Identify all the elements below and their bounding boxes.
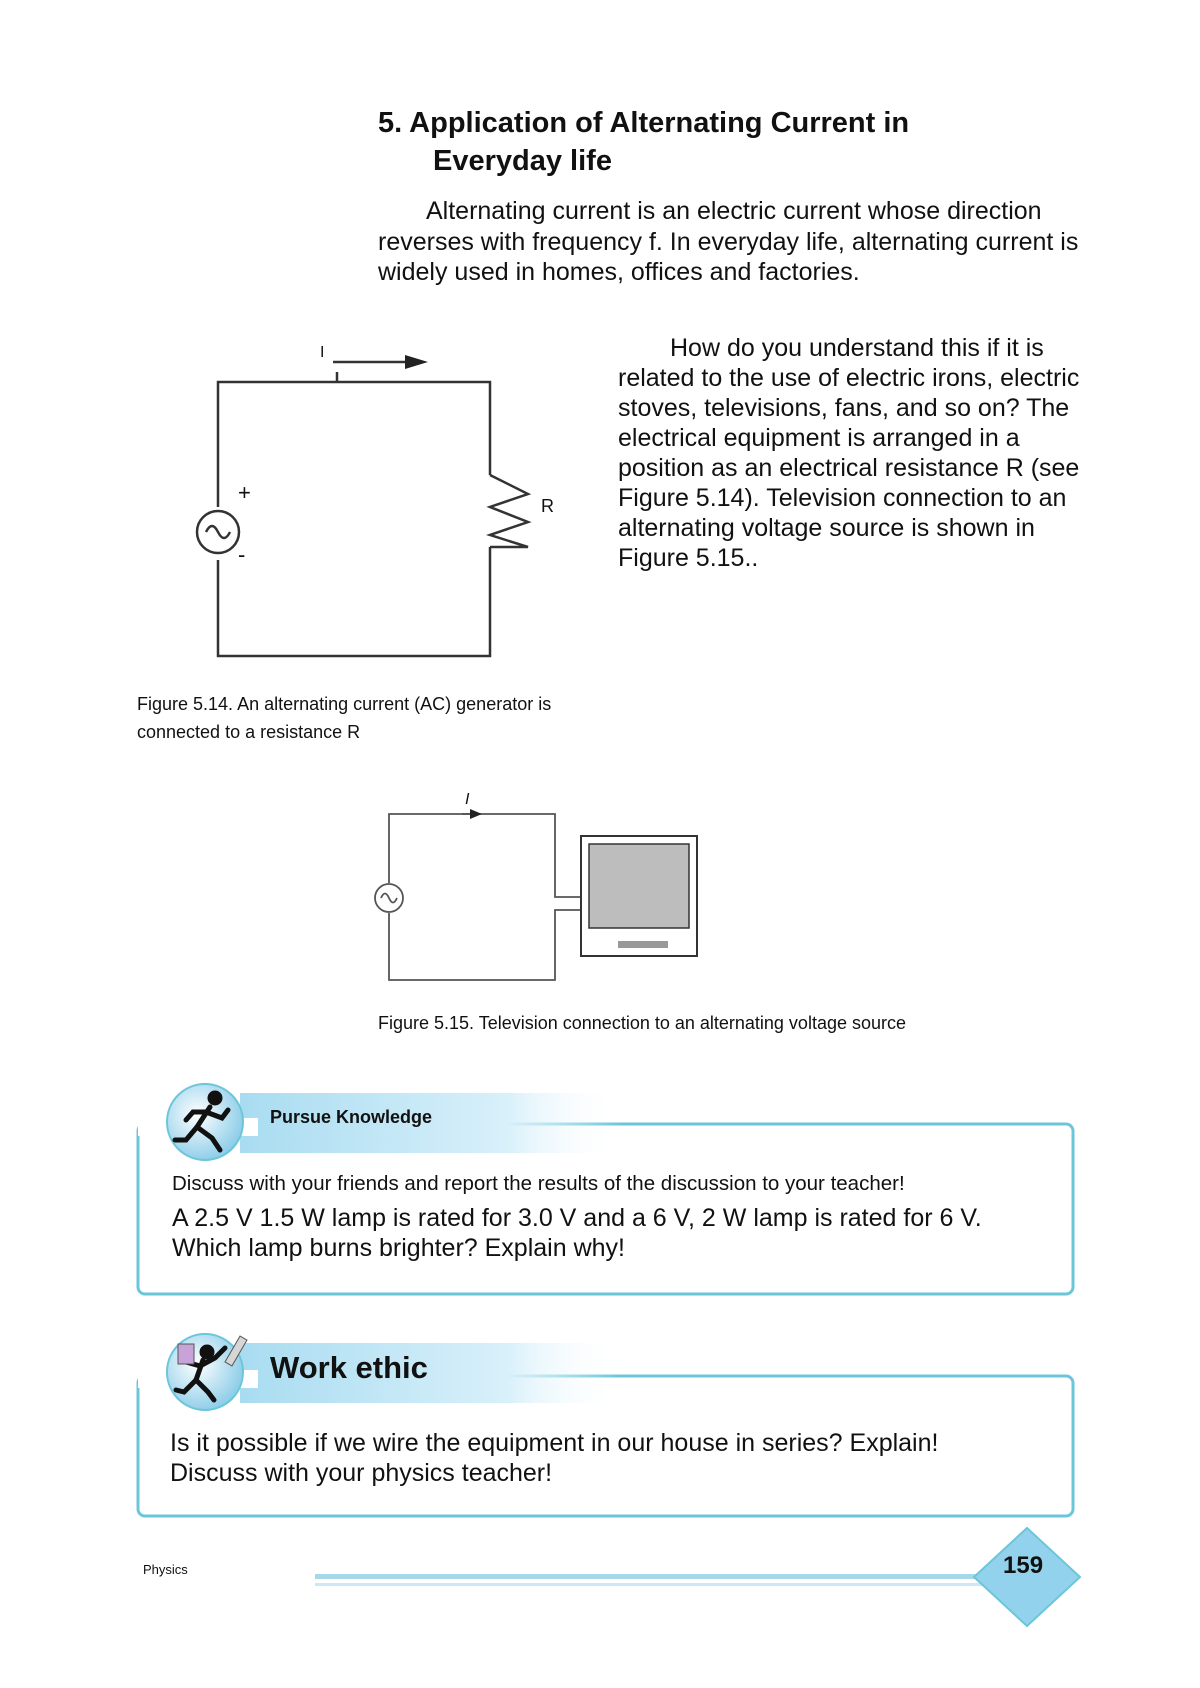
section-heading-line2: Everyday life [433, 145, 612, 177]
resistor-symbol [490, 475, 528, 547]
page-number: 159 [1003, 1552, 1044, 1579]
footer-line-1 [315, 1574, 1005, 1579]
intro-paragraph: Alternating current is an electric current whose direction reverses with frequency f. In everyday life, alternating current is widely used in homes, offices and factories. [378, 197, 1079, 286]
fig14-wire-top [218, 382, 490, 507]
running-man-icon [167, 1084, 243, 1160]
figure-5-14-caption: Figure 5.14. An alternating current (AC) generator is connected to a resistance R [137, 694, 552, 742]
footer-subject: Physics [143, 1562, 188, 1577]
fig15-arrowhead [470, 809, 482, 819]
figure-5-15-caption: Figure 5.15. Television connection to an alternating voltage source [378, 1013, 907, 1033]
footer-line-2 [315, 1583, 1005, 1586]
pursue-box-title: Pursue Knowledge [270, 1107, 433, 1127]
fig14-arrowhead [405, 355, 428, 369]
pursue-box-instruction: Discuss with your friends and report the results of the discussion to your teacher! [172, 1172, 905, 1195]
pursue-box-question: A 2.5 V 1.5 W lamp is rated for 3.0 V and a 6 V, 2 W lamp is rated for 6 V. Which lamp burns brighter? Explain why! [172, 1204, 982, 1262]
television-vent [618, 941, 668, 948]
fig14-wire-bottom [218, 547, 490, 656]
fig14-minus-label: - [238, 542, 246, 567]
fig15-wire-top [389, 814, 582, 897]
sine-wave-icon [206, 526, 230, 538]
fig14-plus-label: + [238, 480, 251, 505]
work-box-title: Work ethic [270, 1350, 428, 1385]
television-screen [589, 844, 689, 928]
fig15-wire-bottom [389, 910, 582, 980]
fig14-resistor-label: R [541, 496, 554, 516]
fig15-current-label: I [465, 791, 470, 808]
fig14-current-label: I [320, 344, 325, 361]
work-box-text: Is it possible if we wire the equipment in our house in series? Explain! Discuss with your physics teacher! [170, 1429, 939, 1487]
side-paragraph: How do you understand this if it is related to the use of electric irons, electric stoves, televisions, fans, and so on? The electrical equipment is arranged in a position as an electrical resistance R (see Figure 5.14). Television connection to an alternating voltage source is shown in Figure 5.15.. [618, 334, 1080, 572]
section-heading-line1: 5. Application of Alternating Current in [378, 107, 910, 139]
